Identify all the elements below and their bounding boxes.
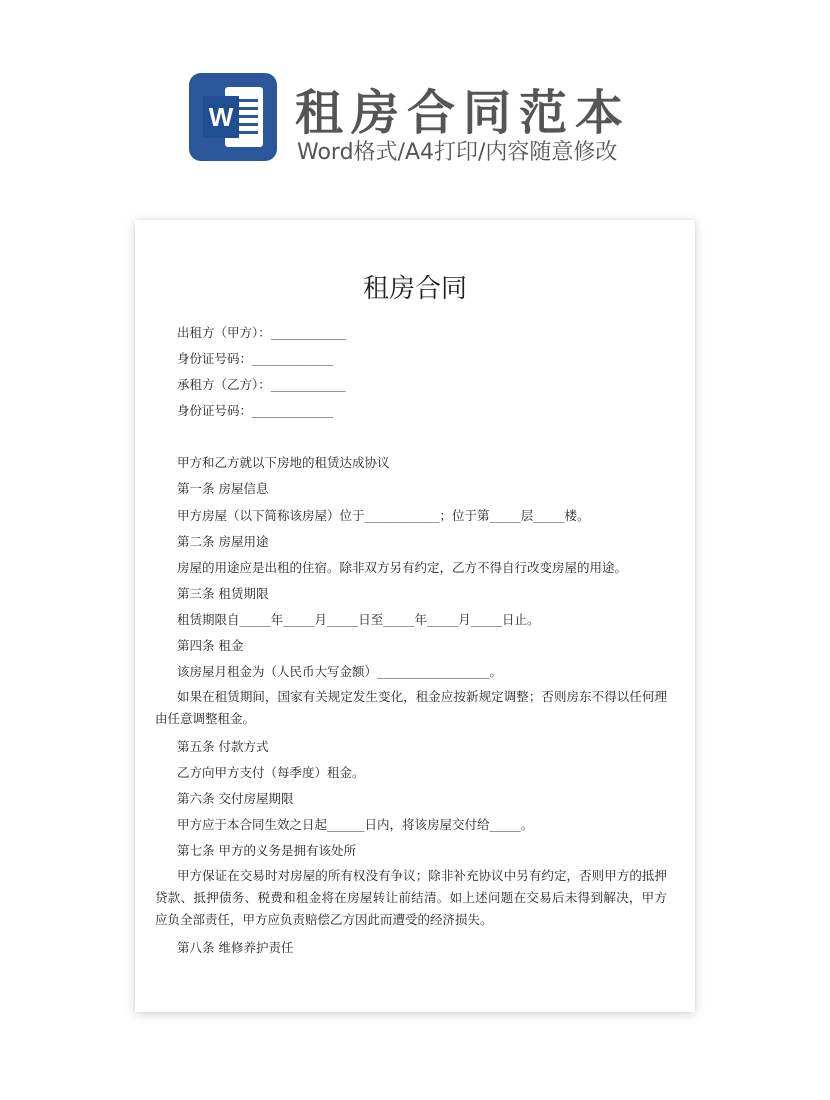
page-title: 租房合同范本 [295, 85, 632, 141]
document-page [135, 220, 695, 1012]
clause-heading: 第一条 房屋信息 [177, 481, 269, 496]
page-subtitle: Word格式/A4打印/内容随意修改 [297, 140, 618, 165]
clause-heading: 第三条 租赁期限 [177, 586, 269, 601]
word-w-badge: W [203, 96, 239, 138]
lessee-field: 承租方（乙方）：____________ [177, 377, 346, 392]
clause-heading: 第五条 付款方式 [177, 739, 269, 754]
rent-adjustment-paragraph: 如果在租赁期间，国家有关规定发生变化，租金应按新规定调整；否则房东不得以任何理由任意调整租金。 [155, 689, 667, 726]
lessor-field: 出租方（甲方）：____________ [177, 325, 346, 340]
ownership-paragraph: 甲方保证在交易时对房屋的所有权没有争议；除非补充协议中另有约定，否则甲方的抵押贷款、抵押债务、税费和租金将在房屋转让前结清。如上述问题在交易后未得到解决，甲方应负全部责任，甲方应负责赔偿乙方因此而遭受的经济损失。 [155, 868, 667, 927]
agreement-intro: 甲方和乙方就以下房地的租赁达成协议 [177, 455, 390, 470]
clause-text: 乙方向甲方支付（每季度）租金。 [177, 765, 365, 780]
clause-heading: 第六条 交付房屋期限 [177, 791, 294, 806]
lessee-id-field: 身份证号码：_____________ [177, 403, 334, 418]
clause-text: 甲方房屋（以下简称该房屋）位于____________；位于第_____层_____楼。 [177, 508, 590, 523]
document-title: 租房合同 [362, 274, 467, 304]
clause-heading: 第八条 维修养护责任 [177, 940, 294, 955]
promo-header [0, 0, 830, 200]
clause-text: 该房屋月租金为（人民币大写金额）__________________。 [177, 664, 503, 679]
clause-heading: 第四条 租金 [177, 638, 244, 653]
clause-text: 甲方应于本合同生效之日起______日内，将该房屋交付给_____。 [177, 817, 534, 832]
clause-text: 房屋的用途应是出租的住宿。除非双方另有约定，乙方不得自行改变房屋的用途。 [177, 560, 628, 575]
clause-text: 租赁期限自_____年_____月_____日至_____年_____月_____日止。 [177, 612, 540, 627]
clause-heading: 第七条 甲方的义务是拥有该处所 [177, 843, 356, 858]
word-document-icon [189, 73, 277, 161]
lessor-id-field: 身份证号码：_____________ [177, 351, 334, 366]
clause-heading: 第二条 房屋用途 [177, 534, 269, 549]
